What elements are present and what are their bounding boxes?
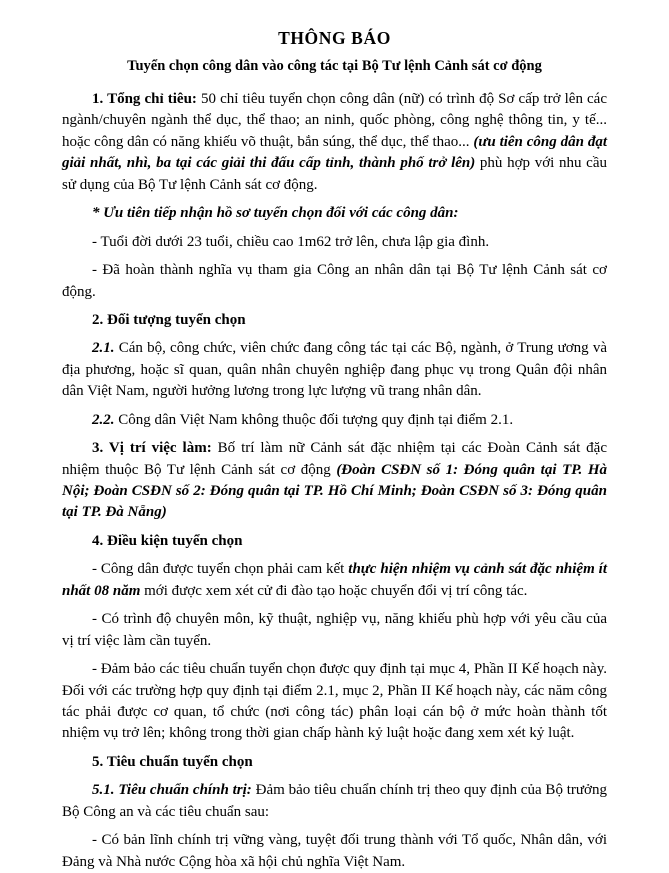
section-priority-heading: * Ưu tiên tiếp nhận hồ sơ tuyển chọn đối với các công dân: [92,205,459,222]
section-standards-item-1-text: Đảm bảo tiêu chuẩn chính trị theo quy định của Bộ trưởng Bộ Công an và các tiêu chuẩn sau: [62,782,607,820]
section-eligible-item-2-num: 2.2. [92,411,115,428]
section-eligible-item-2 [62,410,607,431]
section-eligible-item-2-text: Công dân Việt Nam không thuộc đối tượng quy định tại điểm 2.1. [114,411,514,428]
section-total-quota [62,89,607,196]
section-standards-item-1-num: 5.1. Tiêu chuẩn chính trị: [92,782,252,799]
section-conditions-bullet-1-post: mới được xem xét cử đi đào tạo hoặc chuyển đổi vị trí công tác. [140,582,528,599]
section-eligible-heading: 2. Đối tượng tuyển chọn [92,311,246,328]
section-conditions-bullet-2: - Có trình độ chuyên môn, kỹ thuật, nghiệp vụ, năng khiếu phù hợp với yêu cầu của vị trí việc làm cần tuyển. [62,611,607,649]
section-conditions-bullet-1 [62,559,607,602]
section-1-heading: 1. Tổng chỉ tiêu: [92,91,197,107]
section-1-text-3: phù hợp với nhu cầu sử dụng của Bộ Tư lệnh Cảnh sát cơ động. [62,155,607,193]
section-eligible-item-1 [62,338,607,402]
section-conditions-bullet-1-pre: - Công dân được tuyển chọn phải cam kết [92,561,349,578]
section-conditions-bullet-3: - Đảm bảo các tiêu chuẩn tuyển chọn được quy định tại mục 4, Phần II Kế hoạch này. Đối với các trường hợp quy định tại điểm 2.1, mục 2, Phần II Kế hoạch này, các năm công tác phải được cơ quan, tổ chức (nơi công tác) phân loại cán bộ ở mức hoàn thành tốt nhiệm vụ trở lên; không trong thời gian chấp hành kỷ luật hoặc đang xem xét kỷ luật. [62,661,607,742]
section-eligible-item-1-num: 2.1. [92,340,115,357]
section-standards-heading: 5. Tiêu chuẩn tuyển chọn [92,753,253,770]
section-1-text-2: (ưu tiên công dân đạt giải nhất, nhì, ba tại các giải thi đấu cấp tỉnh, thành phố trở lên) [62,133,607,172]
section-job-heading: 3. Vị trí việc làm: [92,440,212,457]
section-conditions-bullet-1-em: thực hiện nhiệm vụ cảnh sát đặc nhiệm ít nhất 08 năm [62,561,607,599]
section-conditions-heading: 4. Điều kiện tuyển chọn [92,532,243,549]
section-eligible-item-1-text: Cán bộ, công chức, viên chức đang công tác tại các Bộ, ngành, ở Trung ương và địa phương, hoặc sĩ quan, quân nhân chuyên nghiệp đang phục vụ trong Quân đội nhân dân Việt Nam, người hưởng lương trong lực lượng vũ trang nhân dân. [62,340,607,400]
section-standards-bullet-1: - Có bản lĩnh chính trị vững vàng, tuyệt đối trung thành với Tổ quốc, Nhân dân, với Đảng và Nhà nước Cộng hòa xã hội chủ nghĩa Việt Nam. [62,832,607,870]
section-standards-item-1 [62,780,607,823]
section-job-position [62,438,607,524]
section-priority-bullet-1: - Tuổi đời dưới 23 tuổi, chiều cao 1m62 trở lên, chưa lập gia đình. [92,233,490,250]
section-priority-bullet-2: - Đã hoàn thành nghĩa vụ tham gia Công an nhân dân tại Bộ Tư lệnh Cảnh sát cơ động. [62,262,607,300]
page-subtitle: Tuyển chọn công dân vào công tác tại Bộ Tư lệnh Cảnh sát cơ động [127,58,542,74]
section-job-text-2: (Đoàn CSĐN số 1: Đóng quân tại TP. Hà Nội; Đoàn CSĐN số 2: Đóng quân tại TP. Hồ Chí Minh; Đoàn CSĐN số 3: Đóng quân tại TP. Đà Nẵng) [62,461,607,521]
section-job-text-1: Bố trí làm nữ Cảnh sát đặc nhiệm tại các Đoàn Cảnh sát đặc nhiệm thuộc Bộ Tư lệnh Cảnh sát cơ động [62,440,607,478]
section-1-text-1: 50 chỉ tiêu tuyển chọn công dân (nữ) có trình độ Sơ cấp trở lên các ngành/chuyên ngành thể dục, thể thao; an ninh, quốc phòng, công nghệ thông tin, y tế... hoặc công dân có năng khiếu võ thuật, bắn súng, thể dục, thể thao... [62,91,607,150]
page-title: THÔNG BÁO [278,28,391,48]
